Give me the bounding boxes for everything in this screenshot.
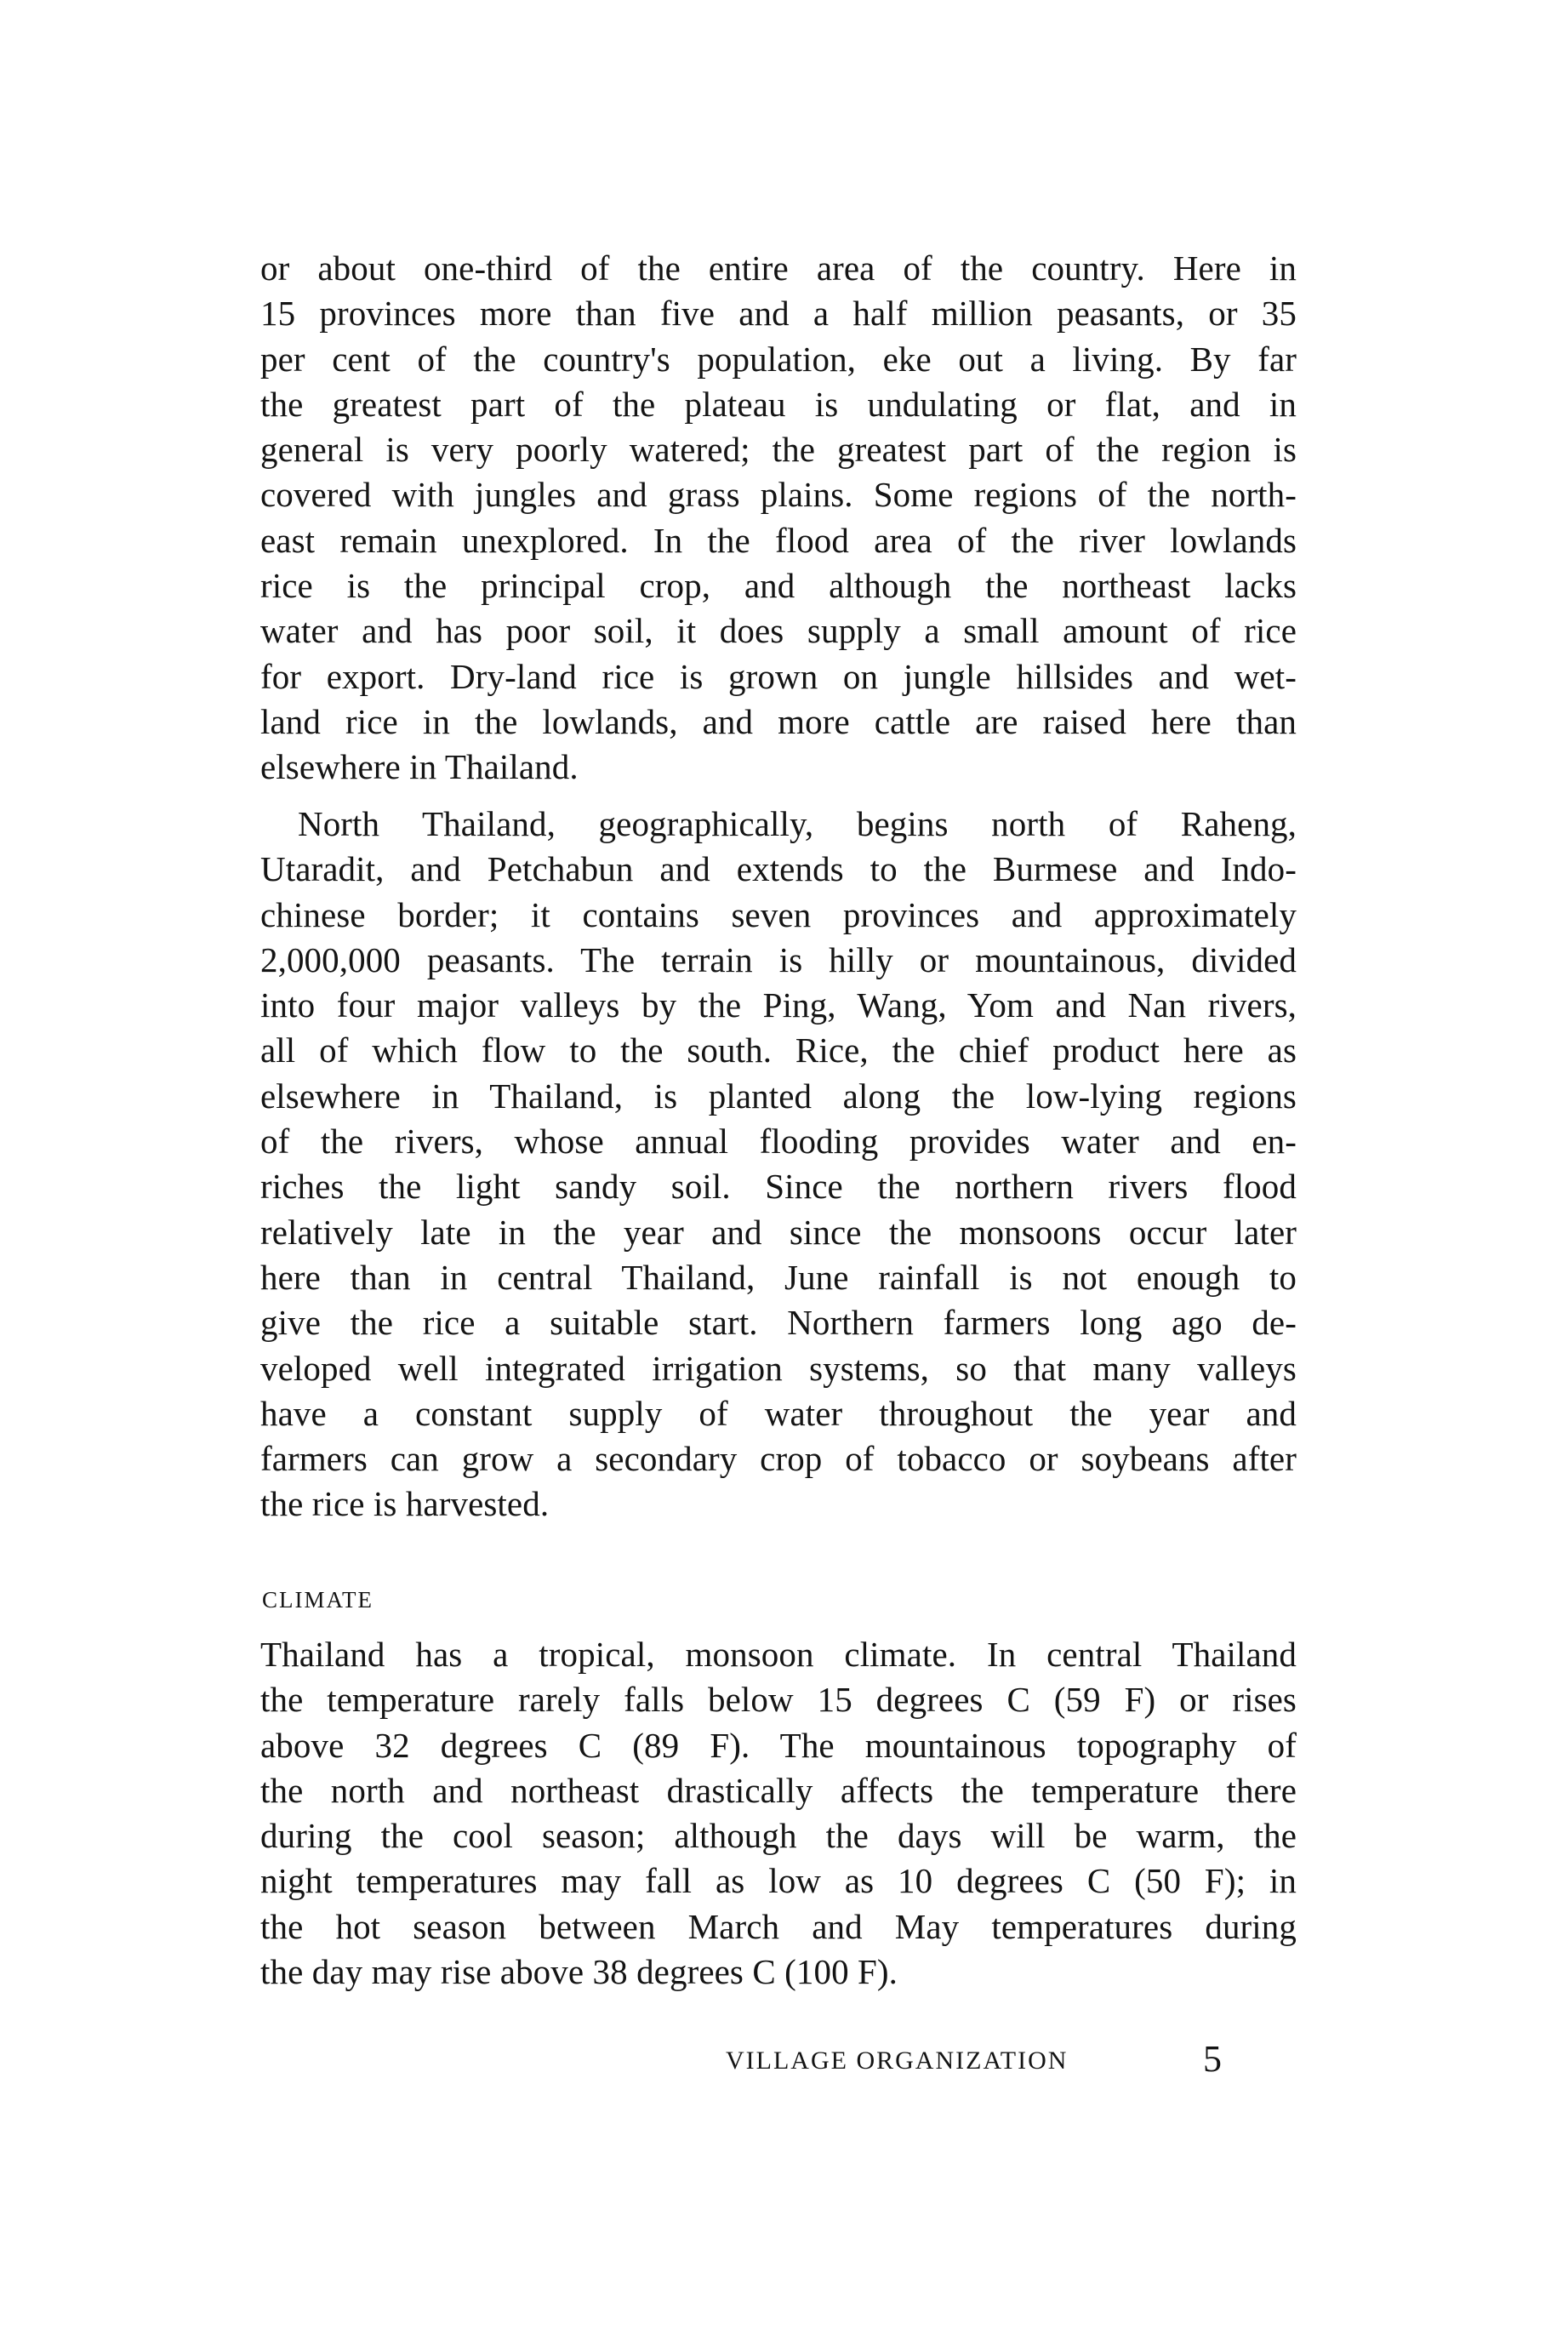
paragraph-north-thailand: [260, 802, 1297, 1527]
text-line: 15 provinces more than five and a half million peasants, or 35: [260, 294, 1297, 334]
text-line: riches the light sandy soil. Since the northern rivers flood: [260, 1167, 1297, 1207]
text-line: per cent of the country's population, eke out a living. By far: [260, 339, 1297, 379]
text-line: farmers can grow a secondary crop of tobacco or soybeans after: [260, 1439, 1297, 1479]
text-line: North Thailand, geographically, begins north of Raheng,: [298, 804, 1297, 843]
text-line: or about one-third of the entire area of the country. Here in: [260, 248, 1297, 288]
text-line: the rice is harvested.: [260, 1484, 550, 1524]
paragraph-northeast-region: [260, 246, 1297, 791]
text-line: elsewhere in Thailand.: [260, 747, 579, 787]
text-line: Utaradit, and Petchabun and extends to the Burmese and Indo-: [260, 849, 1297, 889]
text-line: above 32 degrees C (89 F). The mountainous topography of: [260, 1725, 1297, 1765]
text-line: 2,000,000 peasants. The terrain is hilly or mountainous, divided: [260, 939, 1297, 979]
text-line: water and has poor soil, it does supply a small amount of rice: [260, 611, 1297, 651]
text-line: veloped well integrated irrigation systems, so that many valleys: [260, 1348, 1297, 1388]
text-line: here than in central Thailand, June rainfall is not enough to: [260, 1257, 1297, 1297]
page-number: 5: [1203, 2038, 1222, 2080]
text-line: for export. Dry-land rice is grown on jungle hillsides and wet-: [260, 656, 1297, 696]
text-line: into four major valleys by the Ping, Wang, Yom and Nan rivers,: [260, 985, 1297, 1025]
text-line: east remain unexplored. In the flood area of the river lowlands: [260, 520, 1297, 560]
text-line: of the rivers, whose annual flooding provides water and en-: [260, 1122, 1297, 1162]
text-line: chinese border; it contains seven provinces and approximately: [260, 894, 1297, 934]
text-line: elsewhere in Thailand, is planted along the low-lying regions: [260, 1076, 1297, 1116]
text-line: rice is the principal crop, and although the northeast lacks: [260, 566, 1297, 606]
paragraph-climate: [260, 1632, 1297, 1995]
running-footer-title: VILLAGE ORGANIZATION: [726, 2047, 1069, 2075]
text-line: land rice in the lowlands, and more cattle are raised here than: [260, 701, 1297, 741]
text-line: during the cool season; although the days will be warm, the: [260, 1816, 1297, 1856]
section-heading: CLIMATE: [262, 1587, 373, 1613]
text-line: all of which flow to the south. Rice, the chief product here as: [260, 1030, 1297, 1070]
text-line: have a constant supply of water throughout the year and: [260, 1393, 1297, 1433]
text-line: the temperature rarely falls below 15 degrees C (59 F) or rises: [260, 1680, 1297, 1720]
text-line: covered with jungles and grass plains. Some regions of the north-: [260, 475, 1297, 515]
text-line: Thailand has a tropical, monsoon climate. In central Thailand: [260, 1635, 1297, 1674]
text-line: relatively late in the year and since the monsoons occur later: [260, 1212, 1297, 1252]
text-line: the day may rise above 38 degrees C (100 F).: [260, 1952, 898, 1992]
text-line: the hot season between March and May temperatures during: [260, 1906, 1297, 1946]
text-line: give the rice a suitable start. Northern farmers long ago de-: [260, 1303, 1297, 1343]
text-line: the north and northeast drastically affects the temperature there: [260, 1770, 1297, 1810]
text-line: general is very poorly watered; the greatest part of the region is: [260, 430, 1297, 470]
text-line: the greatest part of the plateau is undulating or flat, and in: [260, 384, 1297, 424]
text-line: night temperatures may fall as low as 10 degrees C (50 F); in: [260, 1861, 1297, 1901]
